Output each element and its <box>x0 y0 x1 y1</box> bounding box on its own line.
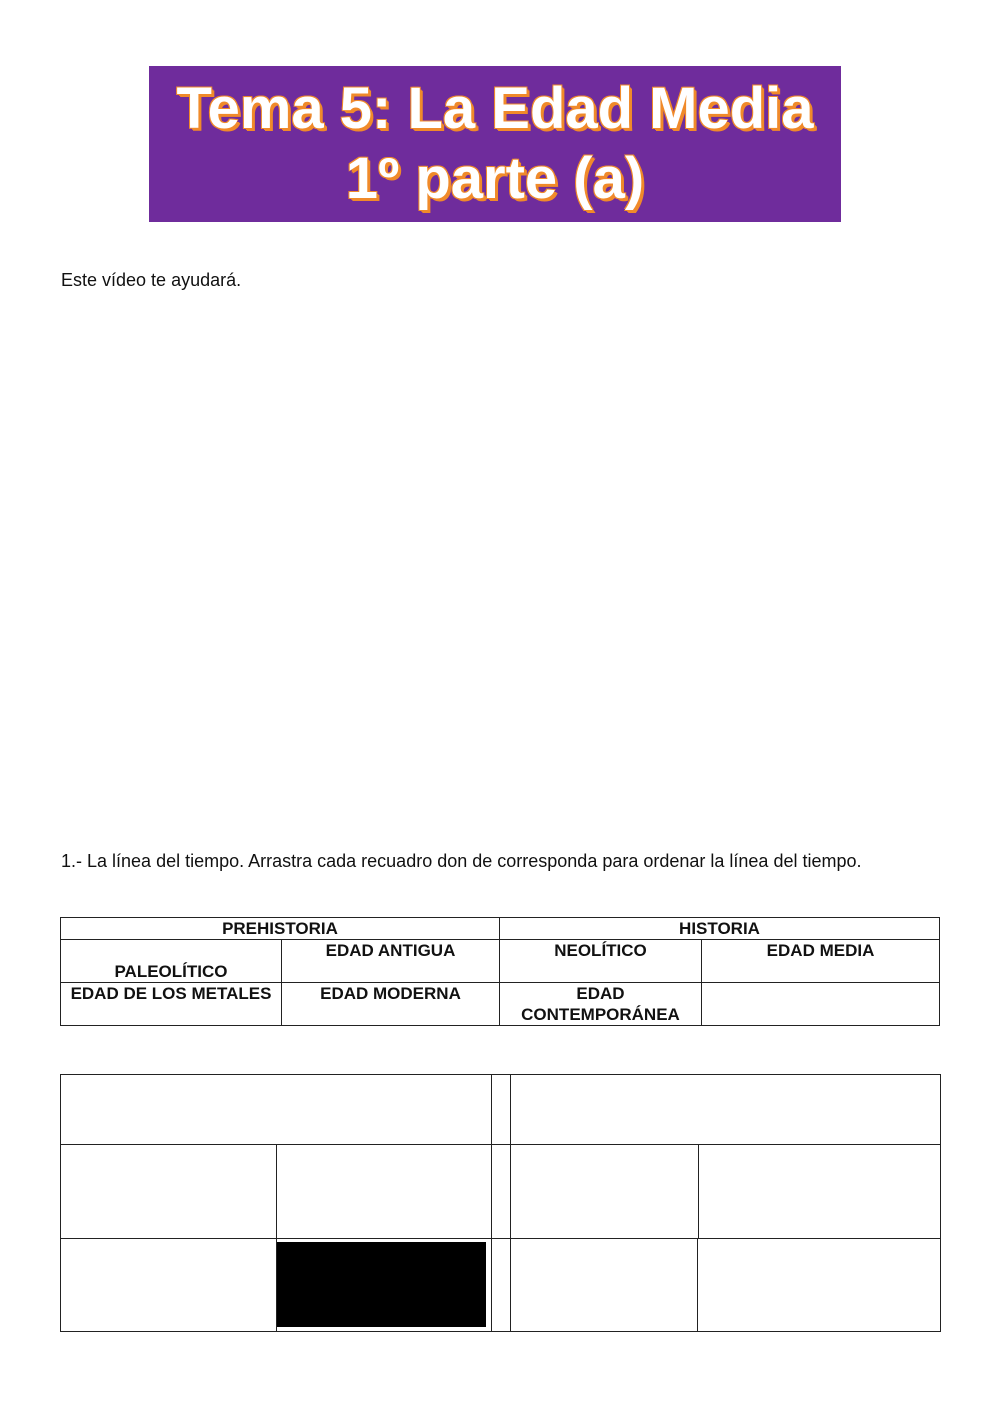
drop-zone-r3-c1[interactable] <box>60 1238 277 1332</box>
card-empty <box>702 983 940 1026</box>
drop-zone-prehistoria[interactable] <box>60 1074 492 1145</box>
filled-drop-block <box>277 1242 486 1327</box>
drop-zone-r3-c4[interactable] <box>697 1238 941 1332</box>
title-line-1: Tema 5: La Edad Media <box>176 76 814 141</box>
drop-divider <box>491 1238 511 1332</box>
title-line-2: 1º parte (a) <box>345 146 645 211</box>
card-neolitico[interactable]: NEOLÍTICO <box>500 940 702 983</box>
drop-zone-r3-c3[interactable] <box>510 1238 698 1332</box>
drop-zone-r2-c2[interactable] <box>276 1144 492 1239</box>
drop-zone-r2-c1[interactable] <box>60 1144 277 1239</box>
intro-text: Este vídeo te ayudará. <box>61 270 242 290</box>
header-prehistoria[interactable]: PREHISTORIA <box>61 918 500 940</box>
card-edad-antigua[interactable]: EDAD ANTIGUA <box>282 940 500 983</box>
source-table <box>60 917 940 1026</box>
header-historia[interactable]: HISTORIA <box>500 918 940 940</box>
card-edad-de-los-metales[interactable]: EDAD DE LOS METALES <box>61 983 282 1026</box>
card-edad-contemporanea[interactable]: EDAD CONTEMPORÁNEA <box>500 983 702 1026</box>
drop-divider <box>491 1074 511 1145</box>
drop-zone-r2-c4[interactable] <box>698 1144 941 1239</box>
card-edad-media[interactable]: EDAD MEDIA <box>702 940 940 983</box>
instruction-text: 1.- La línea del tiempo. Arrastra cada recuadro don de corresponda para ordenar la línea del tiempo. <box>61 851 862 871</box>
drop-divider <box>491 1144 511 1239</box>
card-paleolitico[interactable]: PALEOLÍTICO <box>61 940 282 983</box>
title-banner <box>149 66 841 222</box>
card-edad-moderna[interactable]: EDAD MODERNA <box>282 983 500 1026</box>
drop-zone-historia[interactable] <box>510 1074 941 1145</box>
drop-zone-r2-c3[interactable] <box>510 1144 699 1239</box>
